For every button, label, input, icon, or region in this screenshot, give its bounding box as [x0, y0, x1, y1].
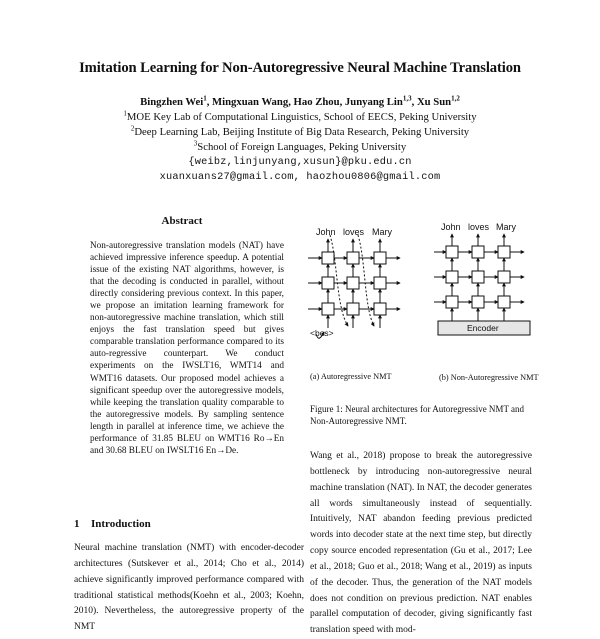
- ar-cell: [374, 252, 386, 264]
- section-heading: [74, 517, 304, 531]
- author-aff: 1,3: [402, 94, 412, 103]
- abstract-text: Non-autoregressive translation models (NAT) have achieved impressive inference speedup. A potential issue of the existing NAT algorithms, however, is that the decoding is conducted in parallel, without directly considering previous context. In this paper, we propose an imitation learning framework for non-autoregressive machine translation, which still enjoys the fast translation speed but gives comparable translation performance compared to its auto-regressive counterpart. We conduct experiments on the IWSLT16, WMT14 and WMT16 datasets. Our proposed model achieves a significant speedup over the autoregressive models, while keeping the translation quality comparable to the autoregressive models. By sampling sentence length in parallel at inference time, we achieve the performance of 31.85 BLEU on WMT16 Ro→En and 30.68 BLEU on IWSLT16 En→De.: [90, 241, 284, 456]
- ar-cell: [347, 303, 359, 315]
- ar-feedback-arrow: [358, 235, 374, 326]
- ar-word-label: loves: [343, 227, 365, 237]
- nar-cell: [498, 296, 510, 308]
- author-name: Bingzhen Wei: [140, 96, 204, 108]
- affiliation: $^2$Deep Learning Lab, Beijing Institute of Big Data Research, Peking University: [130, 124, 470, 138]
- nar-cell: [446, 271, 458, 283]
- ar-cell: [347, 252, 359, 264]
- author-list: Bingzhen Wei$^1$, Mingxuan Wang, Hao Zhou, Junyang Lin$^{1,3}$, Xu Sun$^{1,2}$: [140, 94, 460, 108]
- nar-cell: [498, 246, 510, 258]
- abstract-body: [90, 240, 284, 457]
- right-column-body: [310, 449, 532, 639]
- subfigure-a-caption: (a) Autoregressive NMT: [310, 372, 392, 381]
- ar-cell: [374, 303, 386, 315]
- author-name: Mingxuan Wang: [212, 96, 289, 108]
- nar-cell: [472, 271, 484, 283]
- section-introduction: [74, 517, 304, 636]
- affiliation: $^1$MOE Key Lab of Computational Linguistics, School of EECS, Peking University: [123, 109, 477, 123]
- intro-text: Neural machine translation (NMT) with encoder-decoder architectures (Sutskever et al., 2014; Cho et al., 2014) achieve significantly improved performance compared with traditional statistical methods(Koehn et al., 2003; Koehn, 2010). Nevertheless, the autoregressive property of the NMT: [74, 543, 304, 633]
- autoregressive-diagram: [308, 227, 400, 338]
- nar-cell: [498, 271, 510, 283]
- author-aff: 1: [203, 94, 207, 103]
- ar-feedback-arrow: [330, 235, 348, 326]
- nar-cell: [446, 246, 458, 258]
- email-line: xuanxuans27@gmail.com, haozhou0806@gmail.com: [159, 171, 441, 183]
- non-autoregressive-diagram: [434, 222, 530, 335]
- ar-cell: [347, 277, 359, 289]
- ar-cell: [374, 277, 386, 289]
- ar-word-label: John: [316, 227, 336, 237]
- nar-word-label: Mary: [496, 222, 516, 232]
- affiliation: $^3$School of Foreign Languages, Peking University: [193, 139, 407, 153]
- figure-1: [308, 222, 548, 372]
- subfigure-b-caption: (b) Non-Autoregressive NMT: [439, 373, 539, 382]
- bos-label: <bos>: [310, 328, 334, 338]
- encoder-label: Encoder: [467, 323, 499, 333]
- nar-word-label: John: [441, 222, 461, 232]
- ar-word-label: Mary: [372, 227, 392, 237]
- author-aff: 1,2: [451, 94, 460, 103]
- section-title: Introduction: [91, 518, 151, 530]
- right-column-text: Wang et al., 2018) propose to break the autoregressive bottleneck by introducing non-autoregressive neural machine translation (NAT). In NAT, the decoder generates all words simultaneously instead of sequentially. Intuitively, NAT abandon feeding previous predicted words into decoder state at the next time step, but directly copy source encoded representation (Gu et al., 2017; Lee et al., 2018; Guo et al., 2018; Wang et al., 2019) as inputs of the decoder. Thus, the generation of the NAT models does not condition on previous prediction. NAT enables parallel computation of decoder, giving significantly fast translation speed with mod-: [310, 451, 532, 636]
- author-name: Junyang Lin: [344, 96, 403, 108]
- nar-cell: [472, 246, 484, 258]
- abstract-heading: Abstract: [161, 215, 203, 227]
- author-name: Hao Zhou: [293, 96, 340, 108]
- email-line: {weibz,linjunyang,xusun}@pku.edu.cn: [188, 156, 412, 168]
- ar-cell: [322, 252, 334, 264]
- nar-cell: [446, 296, 458, 308]
- ar-cell: [322, 303, 334, 315]
- nar-word-label: loves: [468, 222, 490, 232]
- author-block: [0, 95, 600, 185]
- section-number: 1: [74, 518, 80, 530]
- paper-title: Imitation Learning for Non-Autoregressive Neural Machine Translation: [79, 60, 521, 76]
- figure-caption: Figure 1: Neural architectures for Autoregressive NMT and Non-Autoregressive NMT.: [310, 404, 525, 426]
- author-name: Xu Sun: [416, 96, 452, 108]
- nar-cell: [472, 296, 484, 308]
- ar-cell: [322, 277, 334, 289]
